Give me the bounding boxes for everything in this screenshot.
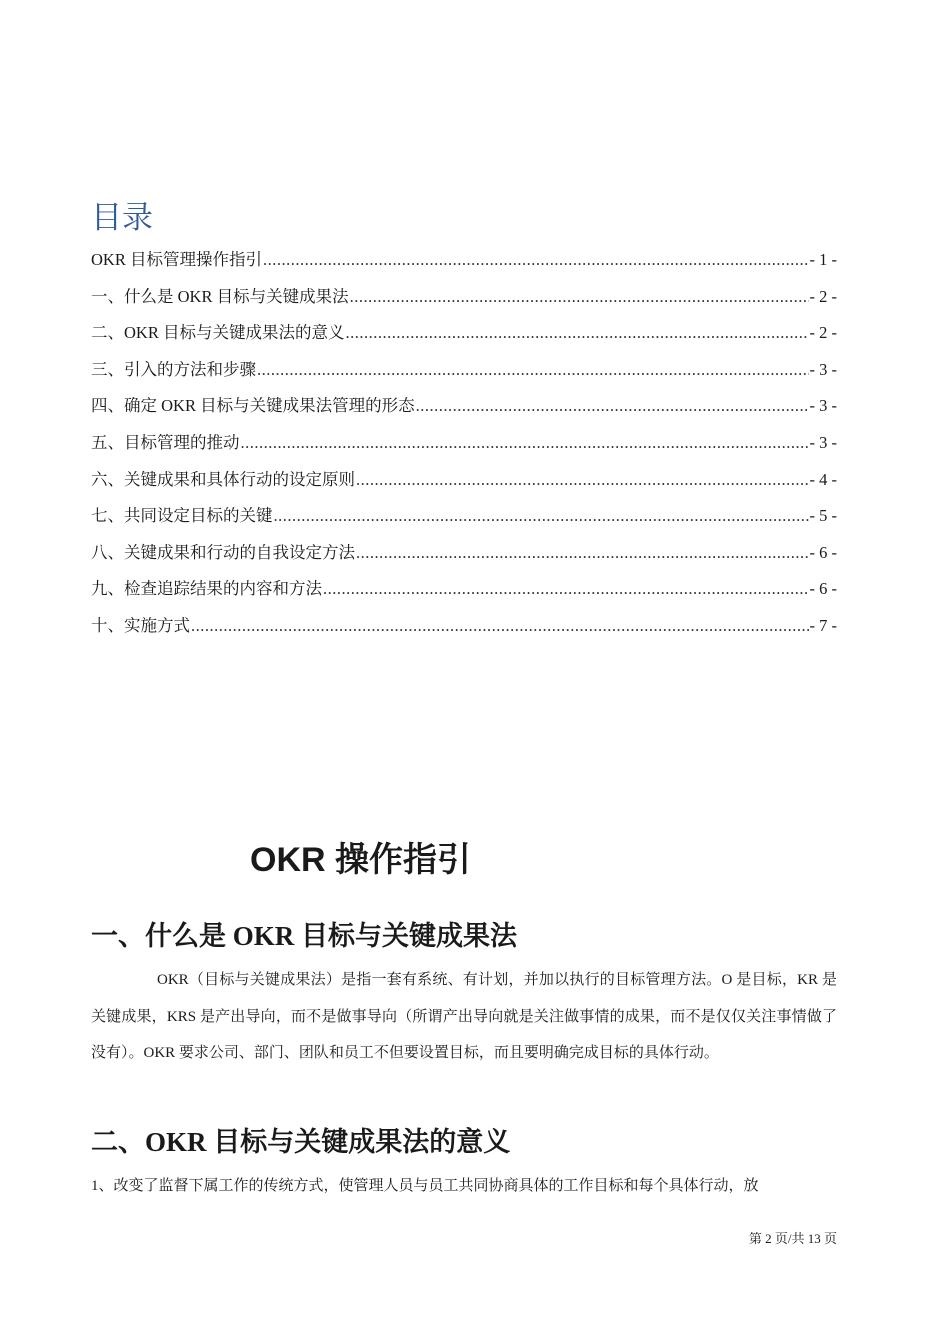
toc-entry-text: 五、目标管理的推动	[91, 432, 240, 452]
toc-entry-text: 八、关键成果和行动的自我设定方法	[91, 542, 355, 562]
toc-leader-dots	[263, 250, 809, 270]
toc-entry-page: - 6 -	[809, 579, 837, 599]
toc-entry[interactable]	[91, 539, 837, 576]
toc-entry-text: OKR 目标管理操作指引	[91, 250, 262, 269]
toc-leader-dots	[257, 360, 809, 380]
toc-entry-page: - 3 -	[809, 359, 837, 379]
toc-heading: 目录	[91, 200, 153, 236]
section-paragraph: OKR（目标与关键成果法）是指一套有系统、有计划，并加以执行的目标管理方法。O 是目标，KR 是关键成果，KRS 是产出导向，而不是做事导向（所谓产出导向就是关注做事情的成果，而不是仅仅关注事情做了没有）。OKR 要求公司、部门、团队和员工不但要设置目标，而且要明确完成目标的具体行动。	[91, 972, 837, 1061]
toc-entry[interactable]	[91, 246, 837, 283]
toc-entry-page: - 3 -	[809, 432, 837, 452]
toc-leader-dots	[274, 506, 809, 526]
toc-leader-dots	[323, 579, 809, 599]
section-heading: 一、什么是 OKR 目标与关键成果法	[91, 921, 518, 951]
toc-entry[interactable]	[91, 283, 837, 320]
toc-entry-page: - 6 -	[809, 542, 837, 562]
toc-entry[interactable]	[91, 575, 837, 612]
toc-leader-dots	[241, 433, 809, 453]
toc-entry[interactable]	[91, 392, 837, 429]
toc-entry[interactable]	[91, 466, 837, 503]
toc-entry[interactable]	[91, 429, 837, 466]
toc-leader-dots	[345, 323, 808, 343]
table-of-contents	[91, 246, 837, 649]
toc-entry-text: 二、OKR 目标与关键成果法的意义	[91, 323, 345, 343]
toc-entry-page: - 2 -	[809, 286, 837, 306]
section-heading: 二、OKR 目标与关键成果法的意义	[91, 1127, 511, 1157]
toc-entry-text: 十、实施方式	[91, 615, 190, 635]
toc-entry-text: 四、确定 OKR 目标与关键成果法管理的形态	[91, 396, 415, 416]
toc-entry-page: - 2 -	[809, 323, 837, 343]
page-number-footer: 第 2 页/共 13 页	[748, 1231, 837, 1246]
toc-entry[interactable]	[91, 356, 837, 393]
toc-entry-text: 六、关键成果和具体行动的设定原则	[91, 469, 355, 489]
toc-leader-dots	[350, 287, 809, 307]
toc-entry-page: - 1 -	[809, 250, 837, 269]
toc-entry-page: - 5 -	[809, 506, 837, 526]
toc-entry-text: 七、共同设定目标的关键	[91, 506, 273, 526]
toc-entry-text: 一、什么是 OKR 目标与关键成果法	[91, 286, 349, 306]
toc-entry[interactable]	[91, 319, 837, 356]
toc-entry[interactable]	[91, 502, 837, 539]
toc-entry[interactable]	[91, 612, 837, 649]
toc-leader-dots	[356, 543, 809, 563]
toc-leader-dots	[191, 616, 809, 636]
toc-leader-dots	[356, 470, 809, 490]
toc-entry-page: - 7 -	[809, 615, 837, 635]
section-paragraph: 1、改变了监督下属工作的传统方式，使管理人员与员工共同协商具体的工作目标和每个具体行动，放	[91, 1178, 759, 1194]
toc-entry-page: - 3 -	[809, 396, 837, 416]
document-title: OKR 操作指引	[250, 841, 471, 879]
toc-entry-page: - 4 -	[809, 469, 837, 489]
toc-entry-text: 三、引入的方法和步骤	[91, 359, 256, 379]
toc-leader-dots	[416, 396, 809, 416]
toc-entry-text: 九、检查追踪结果的内容和方法	[91, 579, 322, 599]
